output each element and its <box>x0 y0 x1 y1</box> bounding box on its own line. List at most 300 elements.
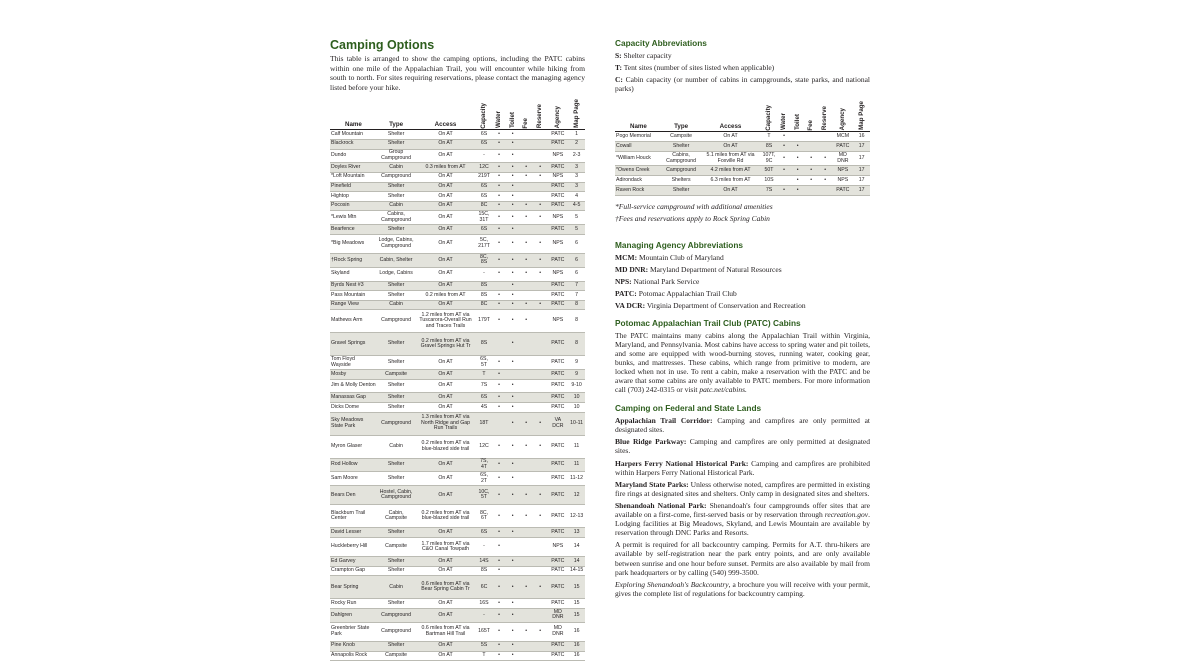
cell-map: 17 <box>853 185 870 195</box>
cell-cap: 15C, 31T <box>476 211 493 225</box>
cell-cap: T <box>761 132 778 142</box>
agency-md-dnr: MD DNR: Maryland Department of Natural Resources <box>615 265 782 275</box>
cell-reserve: • <box>818 152 833 166</box>
cell-type: Campground <box>377 172 416 182</box>
rules-list <box>615 416 870 598</box>
cell-toilet: • <box>506 557 520 567</box>
cell-toilet: • <box>506 528 520 538</box>
cell-fee <box>519 281 533 291</box>
cell-type: Cabin, Shelter <box>377 253 416 267</box>
cell-reserve <box>533 310 548 333</box>
cell-map: 14-15 <box>568 566 585 576</box>
cell-name: †Rock Spring <box>330 253 377 267</box>
cell-map: 5 <box>568 211 585 225</box>
cell-agency: PATC <box>547 505 568 528</box>
table-header <box>330 98 585 130</box>
patc-link[interactable]: patc.net/cabins. <box>699 385 747 395</box>
cell-map: 12-13 <box>568 505 585 528</box>
cell-reserve <box>533 225 548 235</box>
cell-access: On AT <box>415 211 475 225</box>
cell-fee: • <box>519 412 533 435</box>
cell-fee <box>804 142 818 152</box>
cell-agency: NPS <box>832 175 853 185</box>
cell-fee <box>519 651 533 661</box>
cell-access: On AT <box>415 130 475 140</box>
col-reserve: Reserve <box>533 98 548 130</box>
cell-cap: 219T <box>476 172 493 182</box>
table-row <box>615 185 870 195</box>
cell-water: • <box>777 185 791 195</box>
cell-agency: MCM <box>832 132 853 142</box>
cell-toilet: • <box>506 192 520 202</box>
cell-name: Ed Garvey <box>330 557 377 567</box>
exploring-text: Exploring Shenandoah's Backcountry, a brochure you will receive with your permit, gives the complete list of regulations for backcountry camping. <box>615 579 870 598</box>
cell-cap: 8S <box>761 142 778 152</box>
col-map-page: Map Page <box>853 100 870 132</box>
cell-map: 17 <box>853 142 870 152</box>
cell-type: Shelter <box>377 333 416 356</box>
cell-agency: PATC <box>547 566 568 576</box>
cell-fee: • <box>519 300 533 310</box>
rule-at-corridor: Appalachian Trail Corridor: Camping and campfires are only permitted at designated sites. <box>615 416 870 435</box>
cell-water: • <box>492 211 506 225</box>
cell-name: Bearfence <box>330 225 377 235</box>
cell-agency: PATC <box>547 333 568 356</box>
cell-name: Raven Rock <box>615 185 662 195</box>
cell-agency: PATC <box>547 599 568 609</box>
cell-type: Campsite <box>377 538 416 557</box>
cell-access: On AT <box>415 225 475 235</box>
rule-harpers-ferry: Harpers Ferry National Historical Park: Camping and campfires are prohibited within Harpers Ferry National Historical Park. <box>615 458 870 477</box>
cell-fee <box>519 379 533 393</box>
cell-reserve: • <box>533 172 548 182</box>
cell-cap: - <box>476 149 493 163</box>
cell-type: Lodge, Cabins, Campground <box>377 234 416 253</box>
cell-agency: PATC <box>547 139 568 149</box>
cell-fee <box>519 182 533 192</box>
table-row <box>330 201 585 211</box>
cell-access: On AT <box>415 379 475 393</box>
cell-name: Annapolis Rock <box>330 651 377 661</box>
cell-fee <box>519 538 533 557</box>
table-row <box>615 132 870 142</box>
footnote-rock-spring: †Fees and reservations apply to Rock Spring Cabin <box>615 213 770 223</box>
cell-name: Pass Mountain <box>330 291 377 301</box>
cell-water: • <box>492 201 506 211</box>
cell-map: 16 <box>568 641 585 651</box>
cell-reserve <box>533 609 548 623</box>
cell-name: Pine Knob <box>330 641 377 651</box>
cell-agency: NPS <box>547 234 568 253</box>
cell-name: *William Houck <box>615 152 662 166</box>
cell-name: David Lesser <box>330 528 377 538</box>
table-header <box>615 100 870 132</box>
cell-fee <box>519 557 533 567</box>
cell-reserve: • <box>533 435 548 458</box>
cell-name: Pogo Memorial <box>615 132 662 142</box>
cell-access: On AT <box>415 651 475 661</box>
cell-cap: 6S <box>476 225 493 235</box>
cell-name: Myron Glaser <box>330 435 377 458</box>
cell-water: • <box>492 182 506 192</box>
cell-type: Campground <box>377 622 416 641</box>
cell-name: Manassas Gap <box>330 393 377 403</box>
cell-map: 4 <box>568 192 585 202</box>
cell-fee <box>519 192 533 202</box>
cell-map: 7 <box>568 281 585 291</box>
cell-type: Shelter <box>377 403 416 413</box>
cell-water: • <box>492 163 506 173</box>
cell-agency: MD DNR <box>547 609 568 623</box>
cell-fee <box>519 291 533 301</box>
col-reserve: Reserve <box>818 100 833 132</box>
table-row <box>330 225 585 235</box>
cell-reserve: • <box>533 505 548 528</box>
cell-toilet: • <box>506 211 520 225</box>
cell-access: On AT <box>415 458 475 472</box>
cell-agency: NPS <box>547 211 568 225</box>
cell-toilet: • <box>506 281 520 291</box>
cell-map: 10 <box>568 393 585 403</box>
cell-toilet: • <box>506 172 520 182</box>
cell-reserve <box>533 393 548 403</box>
cell-agency: PATC <box>547 225 568 235</box>
cell-toilet: • <box>506 356 520 370</box>
cell-reserve: • <box>533 163 548 173</box>
cell-toilet: • <box>506 599 520 609</box>
cell-water: • <box>492 557 506 567</box>
cell-access: 0.2 miles from AT via Gravel Springs Hut Tr <box>415 333 475 356</box>
cell-reserve: • <box>533 622 548 641</box>
recreation-link[interactable]: recreation.gov <box>824 510 869 520</box>
cell-water: • <box>777 142 791 152</box>
cell-type: Shelter <box>377 566 416 576</box>
table-row <box>330 528 585 538</box>
cell-toilet <box>791 132 805 142</box>
cell-access: On AT <box>415 566 475 576</box>
rule-blue-ridge: Blue Ridge Parkway: Camping and campfires are only permitted at designated sites. <box>615 437 870 456</box>
cell-toilet: • <box>506 379 520 393</box>
cell-toilet: • <box>791 175 805 185</box>
cell-access: On AT <box>700 185 760 195</box>
cell-fee: • <box>519 622 533 641</box>
cell-water: • <box>492 379 506 393</box>
camping-table-continued <box>615 100 870 196</box>
cell-map: 8 <box>568 300 585 310</box>
cell-toilet: • <box>506 472 520 486</box>
cell-access: On AT <box>415 149 475 163</box>
cell-name: Huckleberry Hill <box>330 538 377 557</box>
cell-fee: • <box>519 211 533 225</box>
table-row <box>330 356 585 370</box>
cell-map: 15 <box>568 576 585 599</box>
cell-access: On AT <box>415 403 475 413</box>
cell-agency: PATC <box>547 393 568 403</box>
cell-toilet: • <box>506 139 520 149</box>
cell-fee <box>519 393 533 403</box>
cell-fee: • <box>519 310 533 333</box>
cell-reserve: • <box>533 486 548 505</box>
cell-toilet: • <box>506 163 520 173</box>
cell-map: 9 <box>568 370 585 380</box>
cell-name: Greenbrier State Park <box>330 622 377 641</box>
cell-map: 17 <box>853 175 870 185</box>
cell-type: Shelter <box>377 225 416 235</box>
cell-name: Byrds Nest #3 <box>330 281 377 291</box>
cell-access: On AT <box>415 182 475 192</box>
table-row <box>330 149 585 163</box>
cell-cap: 10S <box>761 175 778 185</box>
cell-water <box>492 412 506 435</box>
cell-cap: 5C, 217T <box>476 234 493 253</box>
cell-toilet: • <box>506 609 520 623</box>
cell-access: 0.6 miles from AT via Bear Spring Cabin Tr <box>415 576 475 599</box>
cell-water: • <box>492 253 506 267</box>
cell-name: Range View <box>330 300 377 310</box>
federal-title: Camping on Federal and State Lands <box>615 403 762 414</box>
col-agency: Agency <box>832 100 853 132</box>
cell-agency: NPS <box>547 538 568 557</box>
cell-access: On AT <box>700 132 760 142</box>
cell-toilet: • <box>506 393 520 403</box>
cell-cap: 6S <box>476 192 493 202</box>
cell-name: Hightop <box>330 192 377 202</box>
cell-agency: PATC <box>547 486 568 505</box>
cell-map: 2-3 <box>568 149 585 163</box>
cell-fee: • <box>519 163 533 173</box>
agency-patc: PATC: Potomac Appalachian Trail Club <box>615 289 737 299</box>
cell-toilet: • <box>506 505 520 528</box>
cell-fee <box>519 458 533 472</box>
cell-access: On AT <box>415 172 475 182</box>
cell-water: • <box>492 130 506 140</box>
cell-map: 3 <box>568 163 585 173</box>
cell-agency: PATC <box>547 458 568 472</box>
table-row <box>330 253 585 267</box>
cell-fee: • <box>804 175 818 185</box>
cell-reserve: • <box>533 253 548 267</box>
cell-map: 11 <box>568 458 585 472</box>
cell-name: Bears Den <box>330 486 377 505</box>
cell-reserve: • <box>533 412 548 435</box>
cell-access: 0.2 miles from AT <box>415 291 475 301</box>
cell-cap: 165T <box>476 622 493 641</box>
col-capacity: Capacity <box>476 98 493 130</box>
cell-map: 10 <box>568 403 585 413</box>
cell-map: 4-5 <box>568 201 585 211</box>
cell-map: 17 <box>853 152 870 166</box>
cell-reserve <box>533 458 548 472</box>
cell-toilet: • <box>506 234 520 253</box>
cell-name: Pinefield <box>330 182 377 192</box>
cell-cap: 6S <box>476 139 493 149</box>
col-access: Access <box>415 98 475 130</box>
capacity-s: S: Shelter capacity <box>615 51 672 60</box>
cell-fee: • <box>519 486 533 505</box>
table-row <box>330 472 585 486</box>
cell-reserve <box>533 379 548 393</box>
capacity-t: T: Tent sites (number of sites listed when applicable) <box>615 63 775 73</box>
cell-cap: 8S <box>476 281 493 291</box>
cell-cap: 8C, 8S <box>476 253 493 267</box>
patc-title: Potomac Appalachian Trail Club (PATC) Cabins <box>615 317 801 328</box>
cell-map: 12 <box>568 486 585 505</box>
table-row <box>330 622 585 641</box>
cell-toilet: • <box>506 403 520 413</box>
cell-name: Rocky Run <box>330 599 377 609</box>
page-title: Camping Options <box>330 38 435 52</box>
cell-water: • <box>492 267 506 281</box>
cell-name: Sam Moore <box>330 472 377 486</box>
cell-water: • <box>492 505 506 528</box>
cell-name: Rod Hollow <box>330 458 377 472</box>
cell-access: On AT <box>700 142 760 152</box>
table-row <box>330 538 585 557</box>
cell-agency: PATC <box>547 253 568 267</box>
cell-name: Calf Mountain <box>330 130 377 140</box>
cell-type: Campsite <box>377 651 416 661</box>
cell-agency: PATC <box>547 192 568 202</box>
cell-reserve <box>818 185 833 195</box>
cell-name: Dicks Dome <box>330 403 377 413</box>
cell-agency: PATC <box>547 651 568 661</box>
cell-type: Campground <box>377 310 416 333</box>
cell-fee: • <box>519 435 533 458</box>
cell-cap: 12C <box>476 163 493 173</box>
cell-reserve: • <box>533 211 548 225</box>
table-row <box>330 211 585 225</box>
intro-text: This table is arranged to show the camping options, including the PATC cabins within one mile of the Appalachian Trail, you will encounter while hiking from south to north. For sites requiring reservations, please contact the managing agency listed before your hike. <box>330 54 585 92</box>
cell-reserve: • <box>818 175 833 185</box>
cell-name: Sky Meadows State Park <box>330 412 377 435</box>
cell-map: 3 <box>568 172 585 182</box>
cell-cap: - <box>476 267 493 281</box>
col-type: Type <box>377 98 416 130</box>
cell-fee: • <box>519 267 533 281</box>
cell-agency: NPS <box>547 267 568 281</box>
cell-agency: PATC <box>547 435 568 458</box>
cell-cap: 8C <box>476 300 493 310</box>
cell-water: • <box>492 403 506 413</box>
cell-reserve <box>533 538 548 557</box>
cell-toilet: • <box>506 225 520 235</box>
cell-name: Adirondack <box>615 175 662 185</box>
cell-cap: 7S <box>761 185 778 195</box>
cell-cap: 7S, 4T <box>476 458 493 472</box>
agency-title: Managing Agency Abbreviations <box>615 240 744 251</box>
table-row <box>615 142 870 152</box>
cell-fee <box>519 609 533 623</box>
col-toilet: Toilet <box>791 100 805 132</box>
cell-map: 14 <box>568 538 585 557</box>
table-row <box>330 566 585 576</box>
cell-agency: MD DNR <box>832 152 853 166</box>
col-type: Type <box>662 100 701 132</box>
table-row <box>330 412 585 435</box>
cell-type: Shelter <box>377 182 416 192</box>
table-row <box>330 486 585 505</box>
table-row <box>330 139 585 149</box>
cell-cap: 6S <box>476 528 493 538</box>
cell-access: 0.2 miles from AT via blue-blazed side trail <box>415 505 475 528</box>
cell-toilet: • <box>791 152 805 166</box>
cell-fee <box>804 185 818 195</box>
cell-map: 8 <box>568 310 585 333</box>
capacity-title: Capacity Abbreviations <box>615 38 707 48</box>
cell-type: Shelter <box>377 379 416 393</box>
cell-cap: 8S <box>476 291 493 301</box>
col-water: Water <box>492 98 506 130</box>
cell-reserve: • <box>533 234 548 253</box>
rule-shenandoah: Shenandoah National Park: Shenandoah's four campgrounds offer sites that are available on a first-come, first-served basis or by reservation through recreation.gov. Lodging facilities at Big Meadows, Skyland, and Lewis Mountain are available by reservation through DNC Parks and Resorts. <box>615 500 871 538</box>
cell-fee: • <box>804 152 818 166</box>
agency-mcm: MCM: Mountain Club of Maryland <box>615 253 724 263</box>
cell-agency: NPS <box>547 149 568 163</box>
col-access: Access <box>700 100 760 132</box>
cell-agency: PATC <box>547 163 568 173</box>
cell-agency: VA DCR <box>547 412 568 435</box>
cell-access: On AT <box>415 370 475 380</box>
cell-water: • <box>492 472 506 486</box>
cell-water: • <box>492 576 506 599</box>
table-row <box>330 300 585 310</box>
cell-cap: 12C <box>476 435 493 458</box>
table-row <box>330 641 585 651</box>
cell-map: 16 <box>568 651 585 661</box>
cell-cap: 8C, 6T <box>476 505 493 528</box>
cell-reserve <box>533 149 548 163</box>
col-fee: Fee <box>519 98 533 130</box>
cell-fee <box>519 139 533 149</box>
cell-map: 7 <box>568 291 585 301</box>
cell-agency: PATC <box>547 281 568 291</box>
cell-name: *Owens Creek <box>615 165 662 175</box>
cell-toilet: • <box>506 622 520 641</box>
cell-agency: MD DNR <box>547 622 568 641</box>
cell-access: On AT <box>415 281 475 291</box>
cell-toilet: • <box>506 182 520 192</box>
cell-access: On AT <box>415 609 475 623</box>
cell-toilet: • <box>506 253 520 267</box>
cell-name: Gravel Springs <box>330 333 377 356</box>
cell-fee: • <box>804 165 818 175</box>
table-row <box>330 435 585 458</box>
cell-water: • <box>492 300 506 310</box>
cell-toilet: • <box>791 165 805 175</box>
cell-access: On AT <box>415 599 475 609</box>
cell-name: Dahlgren <box>330 609 377 623</box>
table-row <box>330 163 585 173</box>
cell-name: Bear Spring <box>330 576 377 599</box>
cell-water: • <box>492 566 506 576</box>
col-toilet: Toilet <box>506 98 520 130</box>
cell-type: Cabin <box>377 201 416 211</box>
table-row <box>330 192 585 202</box>
cell-access: 0.3 miles from AT <box>415 163 475 173</box>
table-row <box>330 130 585 140</box>
cell-type: Lodge, Cabins <box>377 267 416 281</box>
cell-water: • <box>492 192 506 202</box>
cell-water: • <box>492 149 506 163</box>
cell-reserve: • <box>533 201 548 211</box>
cell-water: • <box>492 435 506 458</box>
table-row <box>615 152 870 166</box>
cell-cap: 8S <box>476 333 493 356</box>
cell-type: Shelter <box>662 185 701 195</box>
cell-reserve <box>818 142 833 152</box>
cell-access: On AT <box>415 528 475 538</box>
cell-fee: • <box>519 234 533 253</box>
